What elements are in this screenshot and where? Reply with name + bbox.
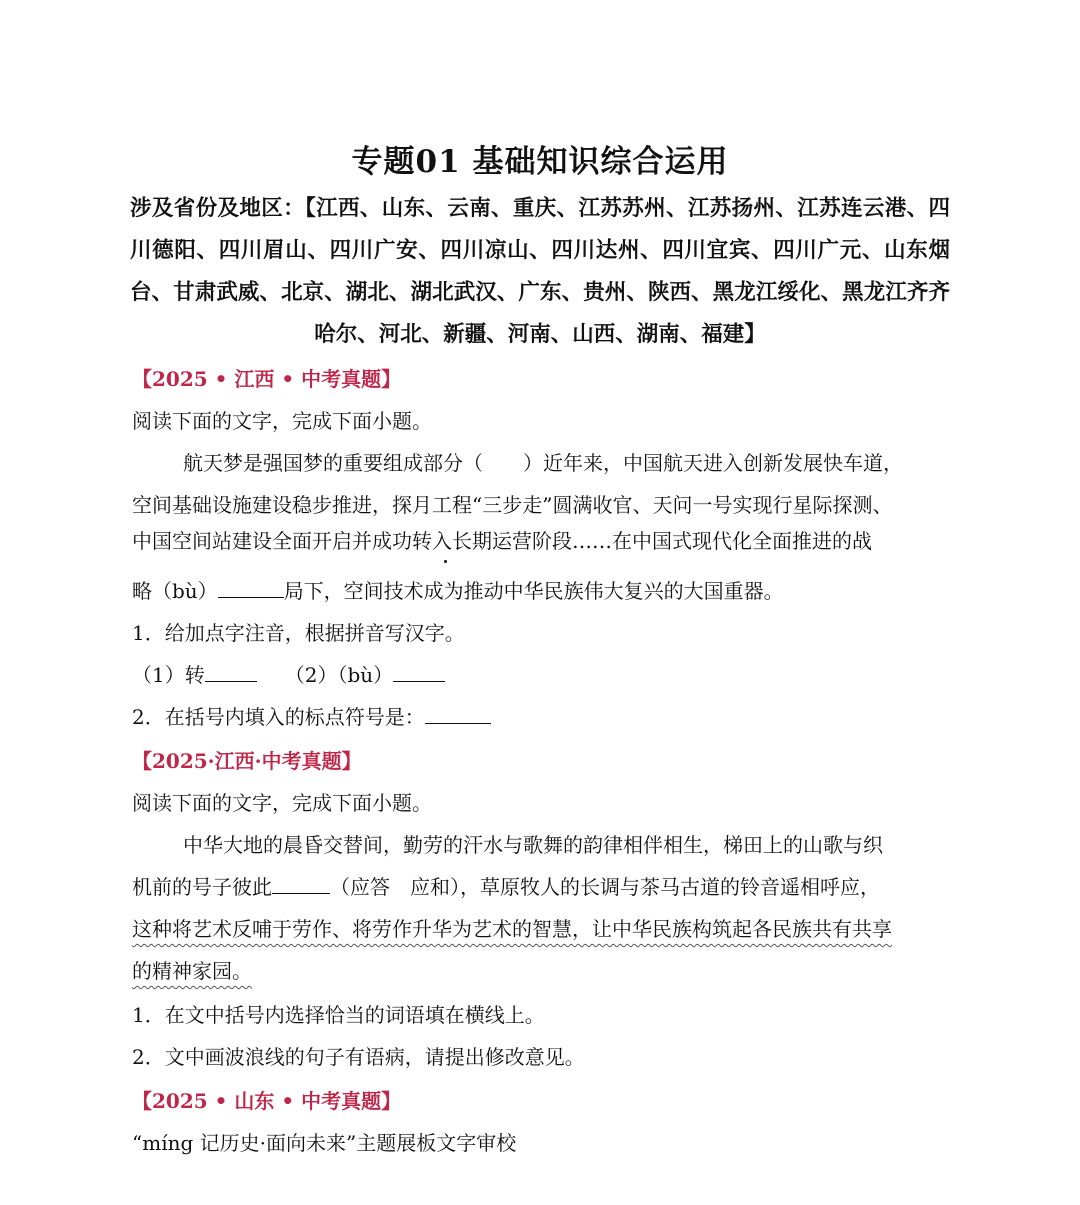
- page-title: 专题01 基础知识综合运用: [351, 144, 729, 180]
- q2-passage-line-3: [132, 914, 892, 944]
- q2-passage-line-4: [132, 956, 252, 986]
- q2-passage-line-2: [132, 872, 880, 902]
- q1-passage-line-4-start: 略（bù）: [132, 579, 218, 603]
- answer-blank[interactable]: [425, 703, 491, 724]
- q1-passage-line-3-text: 中国空间站建设全面开启并成功转入长期运营阶段……在中国式现代化全面推进的战: [132, 529, 872, 553]
- q3-source-tag: 【2025 • 山东 • 中考真题】: [132, 1089, 402, 1113]
- q2-intro: 阅读下面的文字，完成下面小题。: [132, 791, 432, 815]
- wavy-underlined-sentence-end: 的精神家园。: [132, 959, 252, 983]
- q2-passage-line-2-end: （应答 应和），草原牧人的长调与茶马古道的铃音遥相呼应，: [330, 875, 880, 899]
- regions-list: 涉及省份及地区：【江西、山东、云南、重庆、江苏苏州、江苏扬州、江苏连云港、四川德阳、四川眉山、四川广安、四川凉山、四川达州、四川宜宾、四川广元、山东烟台、甘肃武威、北京、湖北、湖北武汉、广东、贵州、陕西、黑龙江绥化、黑龙江齐齐哈尔、河北、新疆、河南、山西、湖南、福建】: [130, 196, 950, 347]
- emphasis-dot: [444, 560, 447, 563]
- q3-passage-line-1: “míng 记历史·面向未来”主题展板文字审校: [132, 1131, 517, 1155]
- q1-passage-line-4-end: 局下，空间技术成为推动中华民族伟大复兴的大国重器。: [283, 579, 784, 603]
- q1-source-tag: 【2025 • 江西 • 中考真题】: [132, 367, 402, 391]
- q1-item-2-text: 2．在括号内填入的标点符号是：: [132, 705, 425, 729]
- answer-blank[interactable]: [218, 577, 284, 598]
- q1-passage-line-3: [132, 526, 872, 556]
- q2-item-1: 1．在文中括号内选择恰当的词语填在横线上。: [132, 1003, 545, 1027]
- answer-blank[interactable]: [272, 873, 330, 894]
- q2-passage-line-1: 中华大地的晨昏交替间，勤劳的汗水与歌舞的韵律相伴相生，梯田上的山歌与织: [183, 833, 883, 857]
- q1-item-1-subitems: [132, 660, 445, 690]
- q2-item-2: 2．文中画波浪线的句子有语病，请提出修改意见。: [132, 1045, 585, 1069]
- q1-item-2: [132, 702, 491, 732]
- q2-source-tag: 【2025·江西·中考真题】: [132, 749, 362, 773]
- q1-intro: 阅读下面的文字，完成下面小题。: [132, 409, 432, 433]
- q1-passage-line-2: 空间基础设施建设稳步推进，探月工程“三步走”圆满收官、天问一号实现行星际探测、: [132, 493, 893, 517]
- q1-passage-line-1: 航天梦是强国梦的重要组成部分（ ）近年来，中国航天进入创新发展快车道，: [183, 451, 903, 475]
- wavy-underlined-sentence: 这种将艺术反哺于劳作、将劳作升华为艺术的智慧，让中华民族构筑起各民族共有共享: [132, 917, 892, 941]
- q1-subitem-2: （2）（bù）: [284, 663, 394, 687]
- q1-item-1: 1．给加点字注音，根据拼音写汉字。: [132, 621, 465, 645]
- q2-passage-line-2-start: 机前的号子彼此: [132, 875, 272, 899]
- q1-subitem-1: （1）转: [132, 663, 205, 687]
- answer-blank[interactable]: [393, 661, 445, 682]
- q1-passage-line-4: [132, 576, 784, 606]
- answer-blank[interactable]: [205, 661, 257, 682]
